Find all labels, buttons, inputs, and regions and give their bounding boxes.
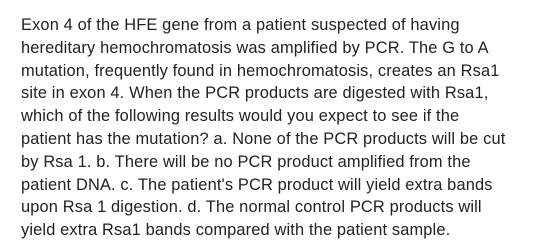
question-line: patient DNA. c. The patient's PCR product will yield extra bands [21,175,493,194]
question-line: patient has the mutation? a. None of the PCR products will be cut [21,129,506,148]
question-line: yield extra Rsa1 bands compared with the patient sample. [21,221,451,240]
question-line: mutation, frequently found in hemochromatosis, creates an Rsa1 [21,61,500,80]
question-line: Exon 4 of the HFE gene from a patient suspected of having [21,16,460,34]
question-line: which of the following results would you expect to see if the [21,107,460,126]
question-line: by Rsa 1. b. There will be no PCR product amplified from the [21,152,471,171]
question-line: site in exon 4. When the PCR products are digested with Rsa1, [21,84,489,103]
question-line: hereditary hemochromatosis was amplified by PCR. The G to A [21,38,489,57]
question-text [21,14,540,242]
question-line: upon Rsa 1 digestion. d. The normal control PCR products will [21,198,482,217]
